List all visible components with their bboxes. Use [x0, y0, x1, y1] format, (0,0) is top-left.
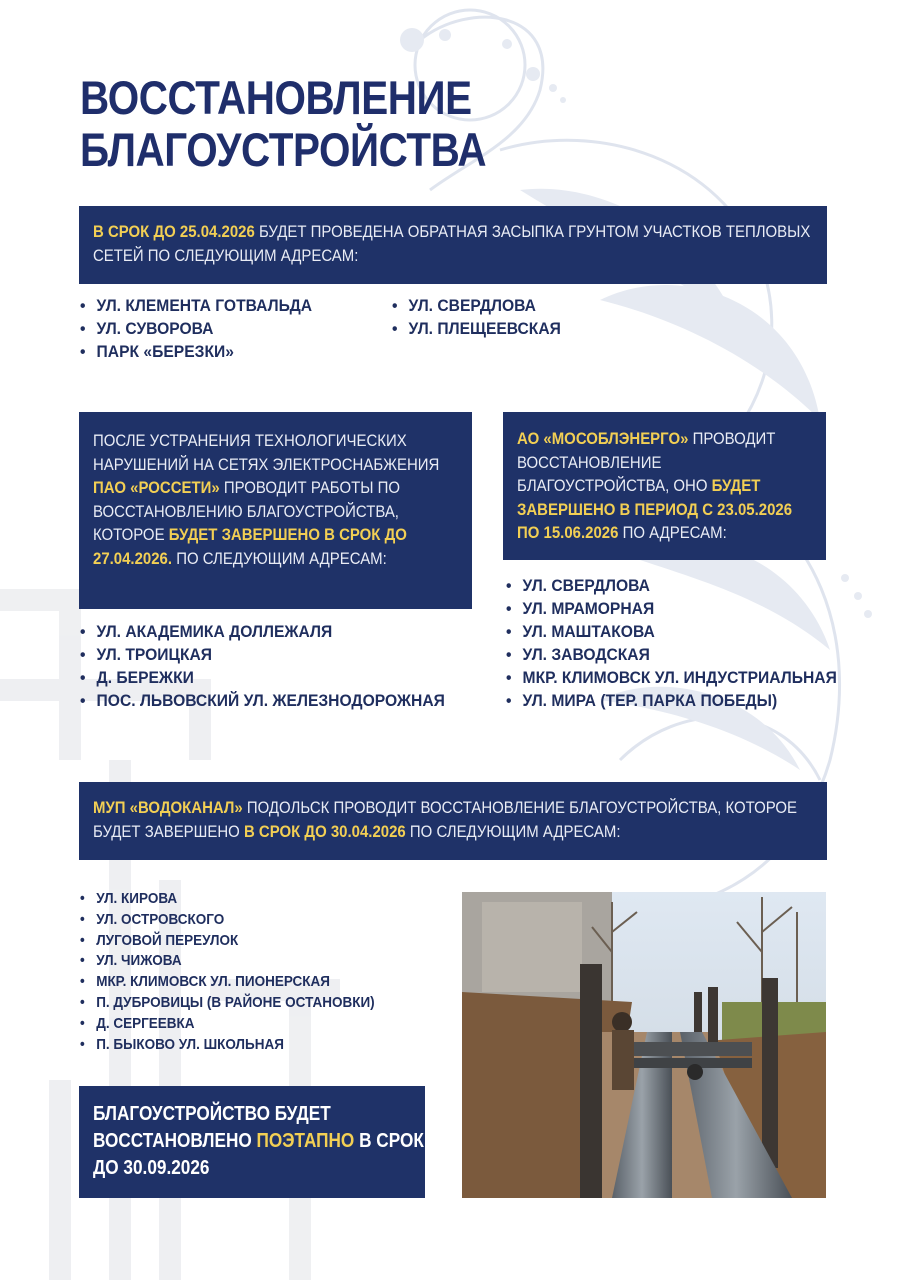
rosseti-deadline: БУДЕТ ЗАВЕРШЕНО В СРОК ДО 27.04.2026.	[93, 525, 407, 568]
list-item: • ПОС. ЛЬВОВСКИЙ УЛ. ЖЕЛЕЗНОДОРОЖНАЯ	[80, 689, 445, 712]
vodokanal-address-list	[80, 889, 407, 1055]
list-item: • УЛ. ЧИЖОВА	[80, 951, 375, 972]
rosseti-text-1: ПОСЛЕ УСТРАНЕНИЯ ТЕХНОЛОГИЧЕСКИХ НАРУШЕНИЙ НА СЕТЯХ ЭЛЕКТРОСНАБЖЕНИЯ	[93, 431, 440, 474]
page-title	[80, 72, 486, 176]
backfill-address-list-right	[392, 294, 576, 340]
pipe-works-photo	[462, 892, 826, 1198]
vodokanal-company: МУП «ВОДОКАНАЛ»	[93, 798, 243, 817]
rosseti-text-2: ПРОВОДИТ РАБОТЫ ПО ВОССТАНОВЛЕНИЮ БЛАГОУСТРОЙСТВА, КОТОРОЕ	[93, 478, 401, 544]
list-item: • ЛУГОВОЙ ПЕРЕУЛОК	[80, 931, 375, 952]
list-item: • ПАРК «БЕРЕЗКИ»	[80, 340, 312, 363]
title-line-1: ВОССТАНОВЛЕНИЕ	[80, 71, 472, 124]
final-text-2: В СРОК ДО 30.09.2026	[93, 1130, 424, 1179]
list-item: • П. ДУБРОВИЦЫ (В РАЙОНЕ ОСТАНОВКИ)	[80, 993, 375, 1014]
backfill-notice	[79, 206, 827, 284]
mosoblenergo-notice	[503, 412, 826, 560]
list-item: • УЛ. МИРА (ТЕР. ПАРКА ПОБЕДЫ)	[506, 689, 837, 712]
list-item: • УЛ. КЛЕМЕНТА ГОТВАЛЬДА	[80, 294, 312, 317]
list-item: • Д. СЕРГЕЕВКА	[80, 1014, 375, 1035]
rosseti-notice	[79, 412, 472, 609]
final-highlight: ПОЭТАПНО	[256, 1130, 355, 1152]
list-item: • УЛ. ОСТРОВСКОГО	[80, 910, 375, 931]
vodokanal-notice	[79, 782, 827, 860]
mosoblenergo-text-1: ПРОВОДИТ ВОССТАНОВЛЕНИЕ БЛАГОУСТРОЙСТВА, ОНО	[517, 429, 776, 495]
list-item: • УЛ. СУВОРОВА	[80, 317, 312, 340]
backfill-text: БУДЕТ ПРОВЕДЕНА ОБРАТНАЯ ЗАСЫПКА ГРУНТОМ УЧАСТКОВ ТЕПЛОВЫХ СЕТЕЙ ПО СЛЕДУЮЩИМ АДРЕСАМ:	[93, 222, 811, 265]
list-item: • УЛ. СВЕРДЛОВА	[392, 294, 561, 317]
list-item: • УЛ. МАШТАКОВА	[506, 620, 837, 643]
list-item: • МКР. КЛИМОВСК УЛ. ПИОНЕРСКАЯ	[80, 972, 375, 993]
final-text-1: БЛАГОУСТРОЙСТВО БУДЕТ ВОССТАНОВЛЕНО	[93, 1103, 331, 1152]
list-item: • УЛ. МРАМОРНАЯ	[506, 597, 837, 620]
rosseti-company: ПАО «РОССЕТИ»	[93, 478, 220, 497]
list-item: • УЛ. АКАДЕМИКА ДОЛЛЕЖАЛЯ	[80, 620, 445, 643]
list-item: • МКР. КЛИМОВСК УЛ. ИНДУСТРИАЛЬНАЯ	[506, 666, 837, 689]
mosoblenergo-company: АО «МОСОБЛЭНЕРГО»	[517, 429, 689, 448]
backfill-deadline: В СРОК ДО 25.04.2026	[93, 222, 255, 241]
final-deadline-notice	[79, 1086, 425, 1198]
list-item: • УЛ. КИРОВА	[80, 889, 375, 910]
mosoblenergo-address-list	[506, 574, 866, 712]
list-item: • УЛ. ПЛЕЩЕЕВСКАЯ	[392, 317, 561, 340]
vodokanal-text-2: ПО СЛЕДУЮЩИМ АДРЕСАМ:	[405, 822, 621, 841]
list-item: • УЛ. ЗАВОДСКАЯ	[506, 643, 837, 666]
title-line-2: БЛАГОУСТРОЙСТВА	[80, 123, 487, 176]
mosoblenergo-text-2: ПО АДРЕСАМ:	[618, 523, 727, 542]
vodokanal-text-1: ПОДОЛЬСК ПРОВОДИТ ВОССТАНОВЛЕНИЕ БЛАГОУСТРОЙСТВА, КОТОРОЕ БУДЕТ ЗАВЕРШЕНО	[93, 798, 798, 841]
list-item: • П. БЫКОВО УЛ. ШКОЛЬНАЯ	[80, 1035, 375, 1056]
vodokanal-deadline: В СРОК ДО 30.04.2026	[243, 822, 406, 841]
list-item: • Д. БЕРЕЖКИ	[80, 666, 445, 689]
list-item: • УЛ. ТРОИЦКАЯ	[80, 643, 445, 666]
backfill-address-list-left	[80, 294, 332, 363]
rosseti-address-list	[80, 620, 477, 712]
mosoblenergo-period: БУДЕТ ЗАВЕРШЕНО В ПЕРИОД С 23.05.2026 ПО 15.06.2026	[517, 476, 793, 542]
rosseti-text-3: ПО СЛЕДУЮЩИМ АДРЕСАМ:	[172, 548, 387, 568]
list-item: • УЛ. СВЕРДЛОВА	[506, 574, 837, 597]
